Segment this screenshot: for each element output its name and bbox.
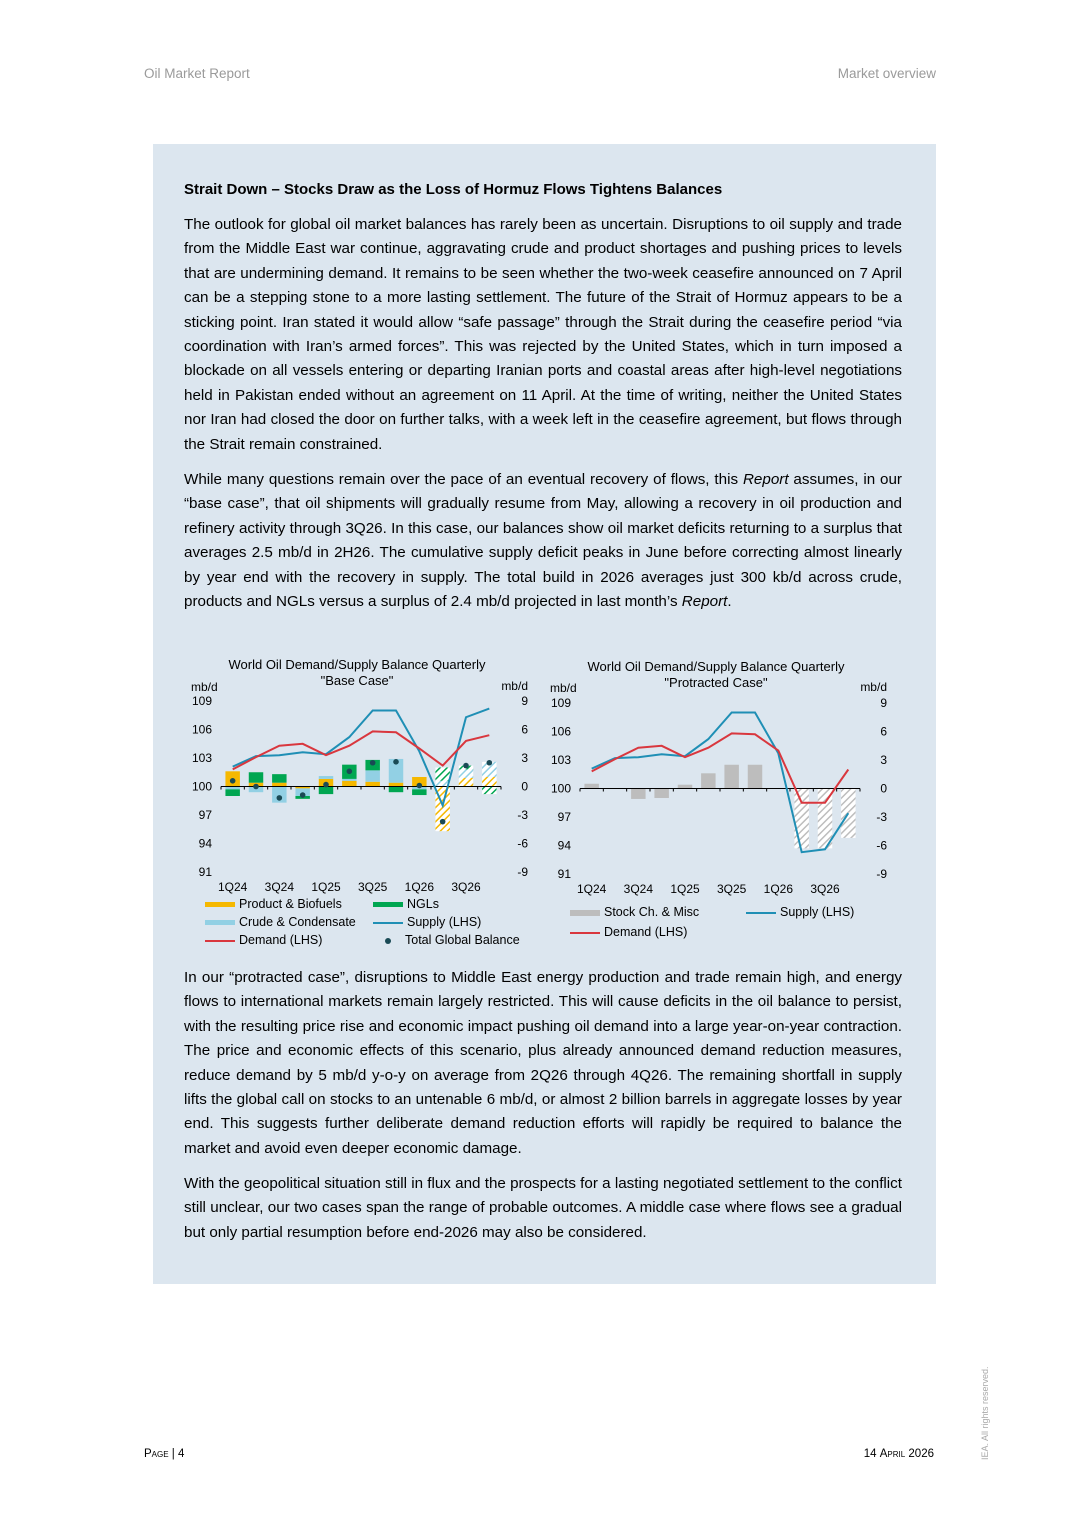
paragraph-1: The outlook for global oil market balances has rarely been as uncertain. Disruptions to oil supply and trade from the Middle East war continue, aggravating crude and product shortages and pushing prices to levels that are undermining demand. It remains to be seen whether the two-week ceasefire announced on 7 April can be a stepping stone to a more lasting settlement. The future of the Strait of Hormuz appears to be a sticking point. Iran stated it would allow “safe passage” through the Strait during the ceasefire period “via coordination with Iran’s armed forces”. This was rejected by the United States, which in turn imposed a blockade on all vessels entering or departing Iranian ports and coastal areas after high-level negotiations held in Pakistan ended without an agreement on 11 April. At the time of writing, neither the United States nor Iran had closed the door on further talks, with a week left in the ceasefire agreement, but flows through the Strait remain constrained.: [184, 216, 902, 453]
stock-swatch: [570, 910, 600, 916]
paragraph-4: With the geopolitical situation still in flux and the prospects for a lasting negotiated settlement to the conflict still unclear, our two cases span the range of probable outcomes. A middle case where flows see a gradual but only partial resumption before end-2026 may also be considered.: [184, 1175, 902, 1241]
total-balance-dot: [230, 778, 236, 784]
right-tick-label: -3: [517, 808, 528, 822]
left-tick-label: 94: [557, 838, 571, 853]
total-balance-dot: [417, 783, 423, 789]
legend-crude: [205, 915, 356, 929]
legend-product: [205, 897, 342, 911]
ngls-swatch: [373, 902, 403, 907]
x-tick-label: 3Q26: [451, 880, 481, 894]
x-tick-label: 1Q24: [217, 880, 248, 894]
bar-ngls: [319, 787, 333, 795]
legend-demand-label: Demand (LHS): [604, 925, 688, 939]
total-balance-dot: [347, 769, 353, 775]
left-tick-label: 106: [191, 722, 212, 737]
supply-swatch: [746, 912, 776, 914]
left-tick-label: 109: [550, 696, 571, 710]
chart-subtitle: "Base Case": [320, 673, 394, 688]
report-title: Oil Market Report: [144, 66, 250, 81]
legend-demand: [570, 925, 687, 939]
page-num: 4: [177, 1448, 185, 1460]
date-month: April: [879, 1448, 906, 1460]
bar-stock-ch-misc: [584, 784, 598, 789]
supply-swatch: [373, 922, 403, 924]
bar-crude-condensate: [342, 779, 356, 781]
x-tick-label: 3Q25: [357, 880, 388, 894]
total-balance-dot: [440, 819, 446, 825]
paragraph-2-part-b: assumes, in our “base case”, that oil shipments will gradually resume from May, allowing a recovery in oil production and refinery activity through 3Q26. In this case, our balances show oil market deficits returning to a surplus that averages 2.5 mb/d in 2H26. The cumulative supply deficit peaks in June before correcting almost linearly by year end with the recovery in supply. The total build in 2026 averages just 300 kb/d across crude, products and NGLs versus a surplus of 2.4 mb/d projected in last month’s: [184, 471, 902, 611]
paragraph-3: In our “protracted case”, disruptions to Middle East energy production and trade remain high, and energy flows to international markets remain largely restricted. This will cause deficits in the oil balance to persist, with the resulting price rise and economic impact pushing oil demand into a large year-on-year contraction. The price and economic effects of this scenario, plus already announced demand reduction measures, reduce demand by 5 mb/d y-o-y on average from 2Q26 through 4Q26. The remaining shortfall in supply lifts the global call on stocks to an untenable 6 mb/d, or almost 2 billion barrels in aggregate losses by year end. This suggests further deliberate demand reduction efforts will rapidly be required to balance the market and avoid even deeper economic damage.: [184, 969, 902, 1157]
left-tick-label: 97: [198, 808, 212, 822]
legend-supply: [746, 905, 854, 919]
protracted-case-chart: [544, 656, 904, 900]
date-day: 14: [863, 1448, 877, 1460]
legend-crude-label: Crude & Condensate: [239, 915, 356, 929]
right-tick-label: 9: [880, 696, 887, 710]
total-balance-dot: [370, 760, 376, 766]
left-axis-unit: mb/d: [550, 681, 577, 695]
right-tick-label: 0: [880, 781, 887, 796]
x-tick-label: 3Q26: [810, 882, 840, 896]
x-tick-label: 1Q26: [763, 882, 794, 896]
bar-ngls: [272, 774, 286, 783]
report-date: [864, 1448, 934, 1460]
total-balance-dot: [323, 782, 329, 788]
demand-swatch: [205, 940, 235, 942]
left-tick-label: 103: [191, 751, 212, 765]
page-number: [144, 1448, 184, 1460]
right-tick-label: -6: [876, 838, 887, 853]
bar-ngls: [482, 787, 496, 795]
x-tick-label: 3Q24: [264, 880, 295, 894]
right-tick-label: -9: [876, 867, 887, 881]
legend-supply-label: Supply (LHS): [780, 905, 855, 919]
left-axis-unit: mb/d: [191, 680, 218, 694]
bar-stock-ch-misc: [724, 765, 738, 789]
rights-notice: IEA. All rights reserved.: [980, 1366, 990, 1460]
x-tick-label: 1Q24: [576, 882, 607, 896]
left-tick-label: 100: [550, 781, 571, 796]
legend-demand-label: Demand (LHS): [239, 933, 323, 947]
right-tick-label: 6: [880, 724, 887, 739]
base-case-legend: [205, 897, 545, 953]
bar-stock-ch-misc: [631, 789, 645, 799]
left-tick-label: 109: [191, 694, 212, 708]
right-tick-label: 0: [521, 779, 528, 794]
right-tick-label: 9: [521, 694, 528, 708]
x-tick-label: 3Q25: [716, 882, 747, 896]
total-balance-dot: [277, 795, 283, 801]
bar-crude-condensate: [365, 770, 379, 781]
bar-product-biofuels: [459, 778, 473, 787]
right-axis-unit: mb/d: [860, 680, 887, 694]
chart-title: World Oil Demand/Supply Balance Quarterly: [587, 659, 845, 674]
paragraph-2-part-c: .: [727, 593, 732, 611]
line-supply-lhs-: [592, 713, 849, 853]
chart-subtitle: "Protracted Case": [664, 675, 768, 690]
total-balance-dot: [300, 792, 306, 798]
protracted-case-legend: [570, 905, 900, 945]
right-tick-label: 3: [880, 753, 887, 767]
demand-swatch: [570, 932, 600, 934]
paragraph-2: [184, 468, 902, 614]
bar-product-biofuels: [389, 783, 403, 787]
page-prefix: Page: [144, 1448, 169, 1460]
right-tick-label: -9: [517, 865, 528, 879]
line-demand-lhs-: [592, 733, 849, 802]
section-name: Market overview: [837, 66, 936, 81]
left-tick-label: 97: [557, 810, 571, 824]
bar-ngls: [225, 789, 239, 796]
legend-supply: [373, 915, 481, 929]
x-tick-label: 1Q25: [311, 880, 341, 894]
right-tick-label: 3: [521, 751, 528, 765]
page-separator: |: [168, 1448, 178, 1460]
left-tick-label: 103: [550, 753, 571, 767]
bar-product-biofuels: [342, 781, 356, 787]
left-tick-label: 91: [557, 867, 571, 881]
balance-dot: [385, 938, 391, 944]
left-tick-label: 106: [550, 724, 571, 739]
box-title: Strait Down – Stocks Draw as the Loss of Hormuz Flows Tightens Balances: [184, 181, 723, 198]
bar-ngls: [435, 768, 449, 781]
total-balance-dot: [253, 784, 259, 790]
bar-product-biofuels: [365, 782, 379, 787]
legend-balance-label: Total Global Balance: [405, 933, 520, 947]
legend-ngls: [373, 897, 439, 911]
right-tick-label: -6: [517, 836, 528, 851]
bar-product-biofuels: [482, 777, 496, 787]
bar-stock-ch-misc: [654, 789, 668, 799]
x-tick-label: 3Q24: [623, 882, 654, 896]
bar-product-biofuels: [272, 783, 286, 787]
bar-crude-condensate: [459, 769, 473, 778]
right-tick-label: -3: [876, 810, 887, 824]
report-emphasis-1: Report: [742, 471, 789, 488]
total-balance-dot: [487, 760, 493, 766]
legend-product-label: Product & Biofuels: [239, 897, 342, 911]
total-balance-dot: [393, 759, 399, 765]
x-tick-label: 1Q26: [404, 880, 435, 894]
bar-ngls: [249, 772, 263, 782]
paragraph-2-part-a: While many questions remain over the pace of an eventual recovery of flows, this: [184, 471, 743, 488]
bar-stock-ch-misc: [818, 789, 832, 849]
bar-stock-ch-misc: [794, 789, 808, 849]
base-case-chart: [185, 654, 545, 898]
crude-swatch: [205, 920, 235, 925]
legend-ngls-label: NGLs: [407, 897, 439, 911]
right-axis-unit: mb/d: [501, 679, 528, 693]
left-tick-label: 91: [198, 865, 212, 879]
left-tick-label: 94: [198, 836, 212, 851]
bar-ngls: [412, 789, 426, 795]
bar-crude-condensate: [319, 776, 333, 779]
legend-balance: [385, 933, 520, 947]
left-tick-label: 100: [191, 779, 212, 794]
line-demand-lhs-: [233, 731, 490, 769]
chart-title: World Oil Demand/Supply Balance Quarterly: [228, 657, 486, 672]
bar-stock-ch-misc: [701, 773, 715, 788]
date-year: 2026: [908, 1448, 934, 1460]
product-swatch: [205, 902, 235, 907]
bar-stock-ch-misc: [678, 785, 692, 789]
x-tick-label: 1Q25: [670, 882, 700, 896]
right-tick-label: 6: [521, 722, 528, 737]
legend-stock-label: Stock Ch. & Misc: [604, 905, 700, 919]
total-balance-dot: [463, 763, 469, 769]
legend-stock: [570, 905, 699, 919]
bar-stock-ch-misc: [748, 765, 762, 789]
report-emphasis-2: Report: [681, 593, 728, 611]
legend-demand: [205, 933, 322, 947]
bar-ngls: [389, 787, 403, 793]
legend-supply-label: Supply (LHS): [407, 915, 482, 929]
bar-stock-ch-misc: [841, 789, 855, 838]
